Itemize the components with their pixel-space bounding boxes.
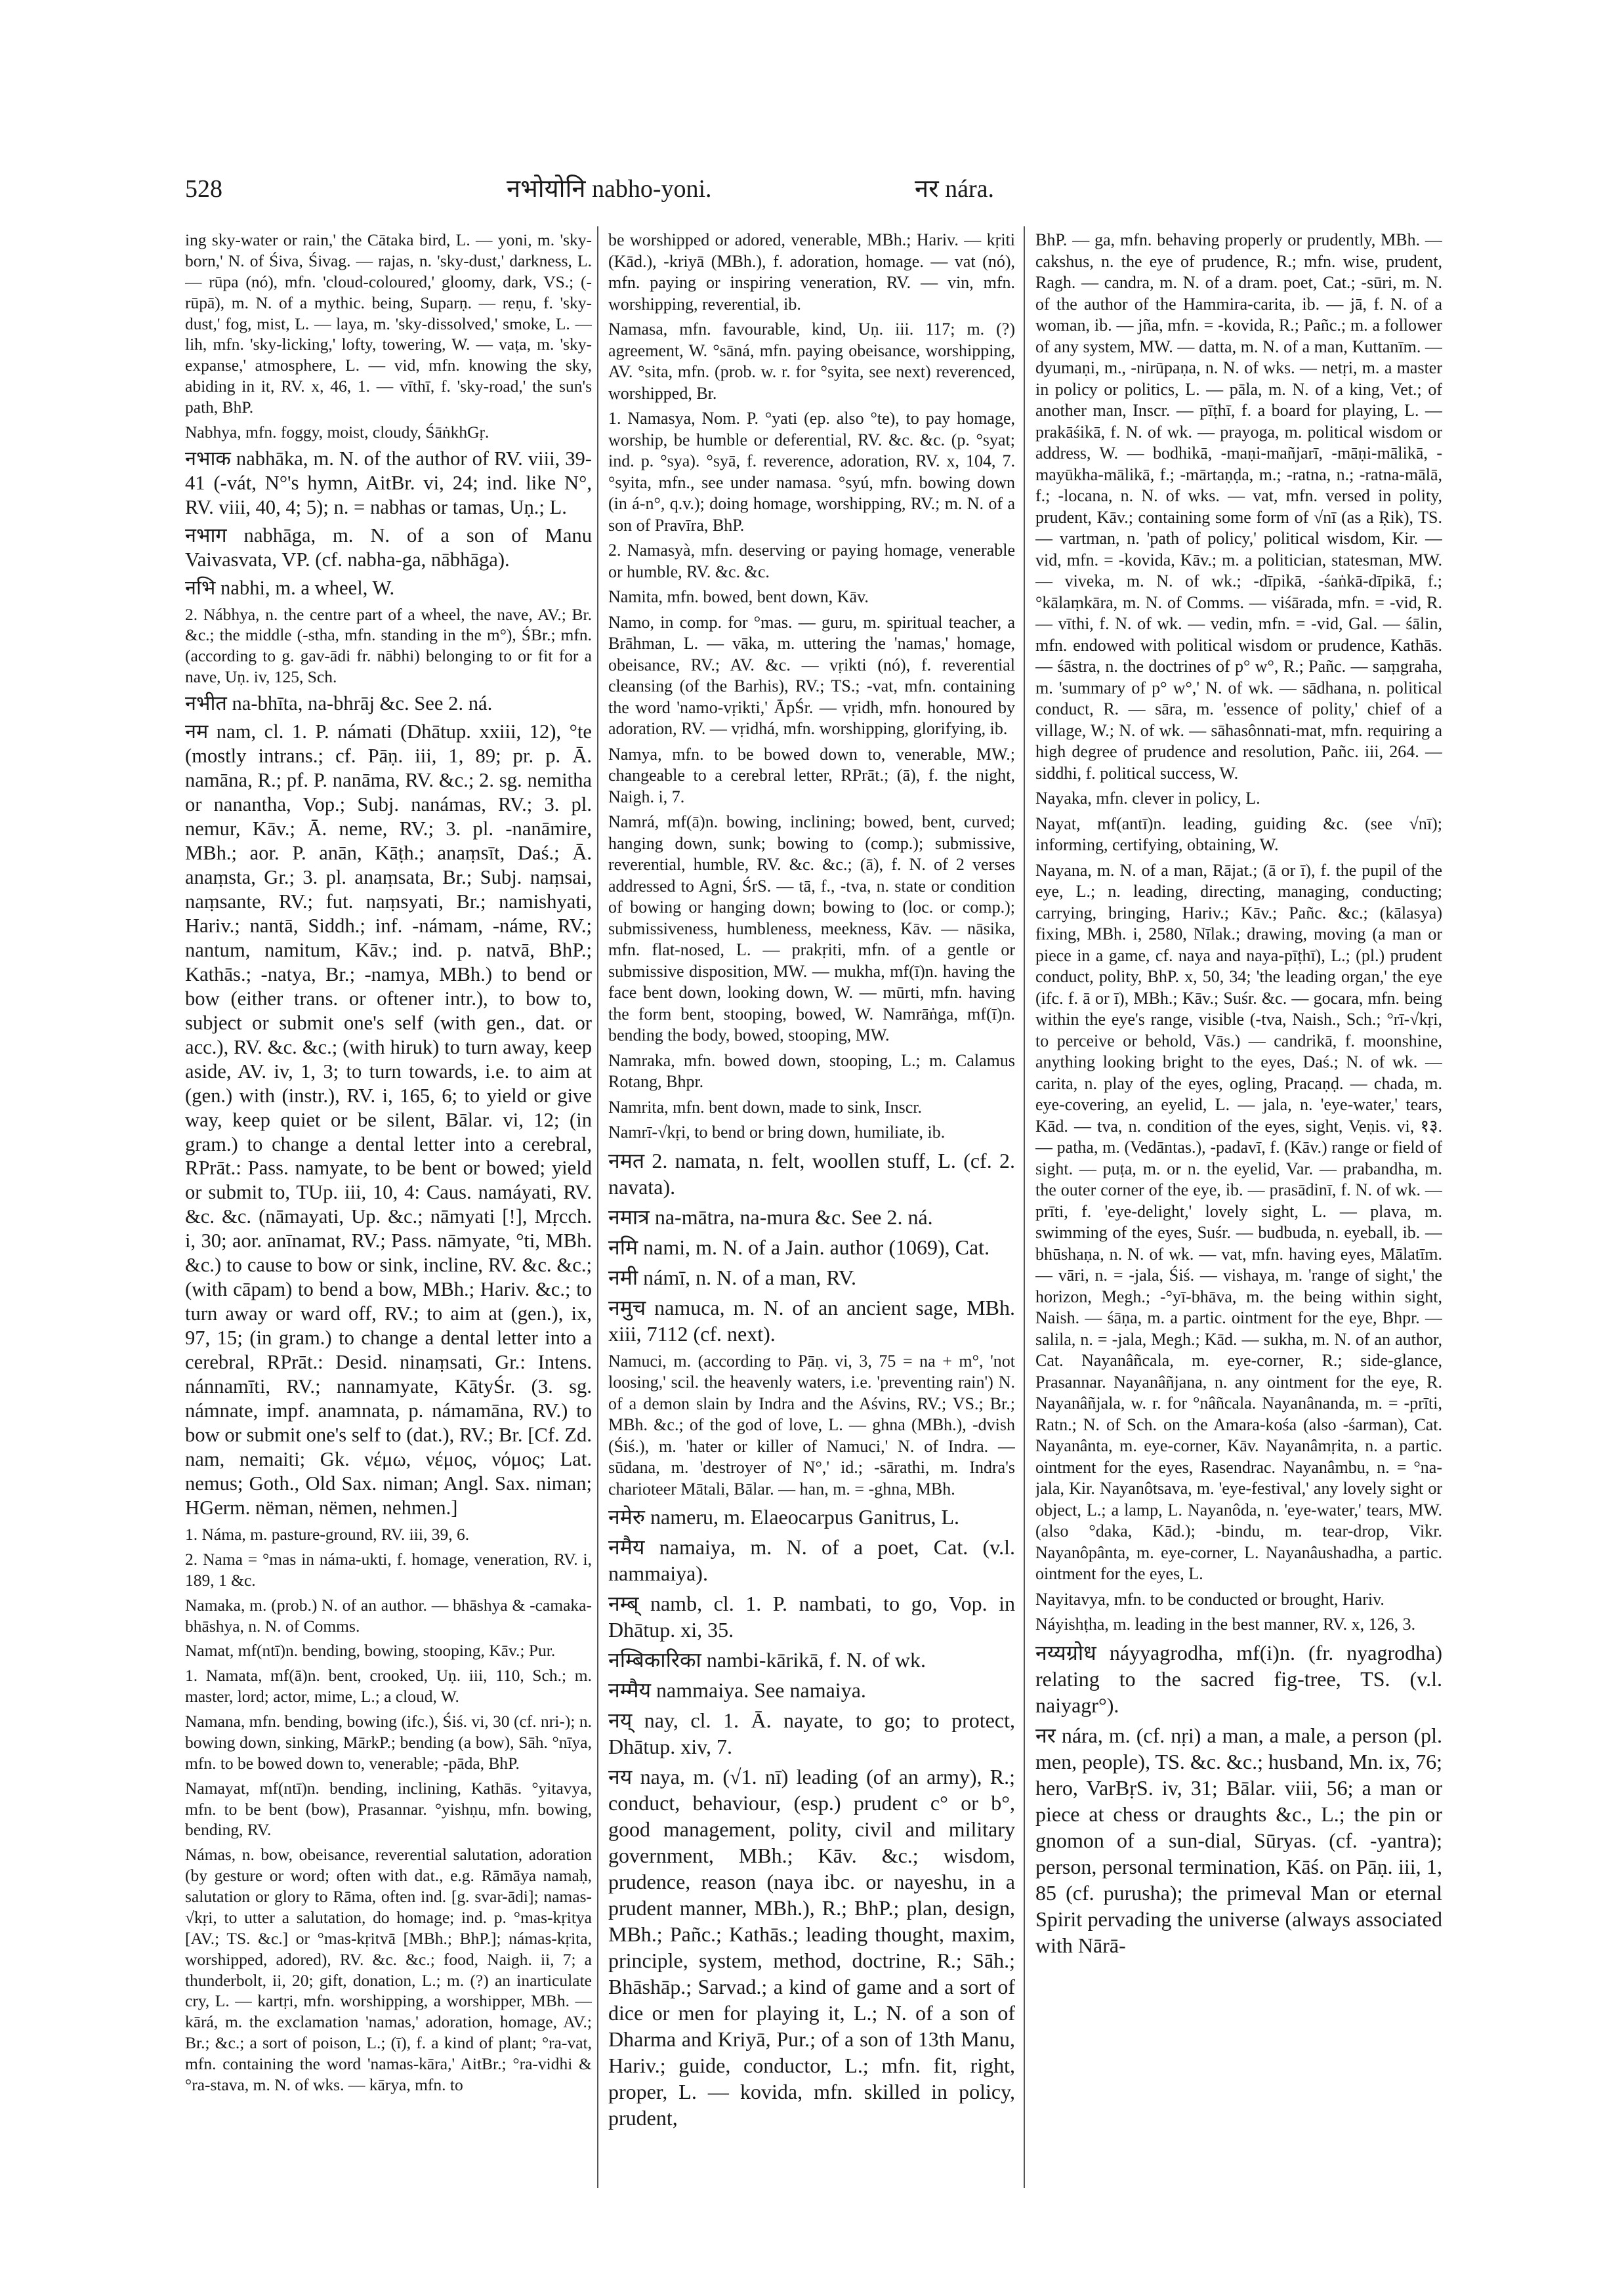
sub-entry: Námas, n. bow, obeisance, reverential salutation, adoration (by gesture or word; often with dat., e.g. Rāmāya namaḥ, salutation or glory to Rāma, often ind. [g. svar-ādi]; namas-√kṛi, to utter a salutation, do homage; ind. p. °mas-kṛitya [AV.; TS. &c.] or °mas-kṛitvā [MBh.; BhP.]; námas-kṛita, worshipped, adored), RV. &c. &c.; food, Naigh. ii, 7; a thunderbolt, ii, 20; gift, donation, L.; m. (?) an inarticulate cry, L. — kartṛi, mfn. worshipping, a worshipper, MBh. — kārá, m. the exclamation 'namas,' adoration, homage, AV.; Br.; &c.; a sort of poison, L.; (ī), f. a kind of plant; °ra-vat, mfn. containing the word 'namas-kāra,' AitBr.; °ra-vidhi & °ra-stava, m. N. of wks. — kārya, mfn. to — [185, 1845, 592, 2094]
headword-entry: नय् nay, cl. 1. Ā. nayate, to go; to protect, Dhātup. xiv, 7. — [608, 1708, 1015, 1758]
sub-entry: Náyishṭha, m. leading in the best manner, RV. x, 126, 3. — [1035, 1615, 1416, 1634]
headword-entry: नर nára, m. (cf. nṛi) a man, a male, a person (pl. men, people), TS. &c. &c.; husband, Mn. ix, 76; hero, VarBṛS. iv, 31; Bālar. viii, 56; a man or piece at chess or draughts &c., L.; the pin or gnomon of a sun-dial, Sūryas. (cf. -yantra); person, personal termination, Kāś. on Pāṇ. iii, 1, 85 (cf. purusha); the primeval Man or eternal Spirit pervading the universe (always associated with Nārā- — [1035, 1723, 1442, 1957]
sub-entry: Namasa, mfn. favourable, kind, Uṇ. iii. 117; m. (?) agreement, W. °sāná, mfn. paying obeisance, worshipping, AV. °sita, mfn. (prob. w. r. for °syita, see next) reverenced, worshipped, Br. — [608, 320, 1015, 403]
headword-entry: नम्मैय nammaiya. See namaiya. — [608, 1678, 866, 1702]
sub-entry: Namraka, mfn. bowed down, stooping, L.; m. Calamus Rotang, Bhpr. — [608, 1050, 1015, 1091]
sub-entry: Nayitavya, mfn. to be conducted or brought, Hariv. — [1035, 1589, 1385, 1609]
sub-entry: Namita, mfn. bowed, bent down, Kāv. — [608, 587, 869, 606]
headword-entry: नमत 2. namata, n. felt, woollen stuff, L. (cf. 2. navata). — [608, 1148, 1015, 1199]
sub-entry: Nayana, m. N. of a man, Rājat.; (ā or ī), f. the pupil of the eye, L.; n. leading, directing, managing, conducting; carrying, bringing, Hariv.; Kāv.; Pañc. &c.; (kālasya) fixing, MBh. i, 2580, Nīlak.; drawing, moving (a man or piece in a game, cf. naya and naya-pīṭhī), L.; (pl.) prudent conduct, polity, BhP. x, 50, 34; 'the leading organ,' the eye (ifc. f. ā or ī), MBh.; Kāv.; Suśr. &c. — gocara, mfn. being within the eye's range, visible (-tva, Naish., Sch.; °rī-√kṛi, to perceive or behold, Vās.) — candrikā, f. moonshine, anything looking bright to the eyes, Daś.; N. of wk. — carita, n. play of the eyes, ogling, Pracaṇḍ. — chada, m. eye-covering, an eyelid, L. — jala, n. 'eye-water,' tears, Kād. — tva, n. condition of the eyes, sight, Veṇis. vi, १३. — patha, m. (Vedāntas.), -padavī, f. (Kāv.) range or field of sight. — puṭa, m. or n. the eyelid, Var. — prabandha, m. the outer corner of the eye, ib. — prasādinī, f. N. of wk. — prīti, f. 'eye-delight,' lovely sight, L. — plava, m. swimming of the eyes, Suśr. — budbuda, n. eyeball, ib. — bhūshaṇa, n. N. of wk. — vat, mfn. having eyes, Mālatīm. — vāri, n. = -jala, Śiś. — vishaya, m. 'range of sight,' the horizon, Megh.; -°yī-bhāva, m. the being within sight, Naish. — śāṇa, m. a partic. ointment for the eye, Bhpr. — salila, n. = -jala, Megh.; Kād. — sukha, m. N. of an author, Cat. Nayanâñcala, m. eye-corner, R.; side-glance, Prasannar. Nayanâñjana, n. any ointment for the eye, R. Nayanâñjala, w. r. for °nâñcala. Nayanânanda, m. = -prīti, Ratn.; N. of Sch. on the Amara-kośa (also -śarman), Cat. Nayanânta, m. eye-corner, Kāv. Nayanâmṛita, n. a partic. ointment for the eyes, Rasendrac. Nayanâmbu, n. = °na-jala, Kir. Nayanôtsava, m. 'eye-festival,' any lovely sight or object, L.; a lamp, L. Nayanôda, n. 'eye-water,' tears, MW. (also °daka, Kād.); -bindu, m. tear-drop, Vikr. Nayanôpânta, m. eye-corner, L. Nayanâushadha, a partic. ointment for the eyes, L. — [1035, 860, 1442, 1583]
sub-entry: Namuci, m. (according to Pāṇ. vi, 3, 75 = na + m°, 'not loosing,' scil. the heavenly waters, i.e. 'preventing rain') N. of a demon slain by Indra and the Aśvins, RV.; VS.; Br.; MBh. &c.; of the god of love, L. — ghna (MBh.), -dvish (Śiś.), m. 'hater or killer of Namuci,' N. of Indra. — sūdana, m. 'destroyer of N°,' id.; -sārathi, m. Indra's charioteer Mātali, Bālar. — han, m. = -ghna, MBh. — [608, 1351, 1015, 1499]
page-number: 528 — [185, 175, 222, 203]
column-divider — [1024, 226, 1025, 2188]
column-1 — [185, 230, 592, 2185]
headword-entry: नमैय namaiya, m. N. of a poet, Cat. (v.l. nammaiya). — [608, 1535, 1015, 1585]
sub-entry: Namrá, mf(ā)n. bowing, inclining; bowed, bent, curved; hanging down, sunk; bowing to (comp.); submissive, reverential, humble, RV. &c. &c.; (ā), f. N. of 2 verses addressed to Agni, ŚrS. — tā, f., -tva, n. state or condition of bowing or hanging down; bowing to (loc. or comp.); submissiveness, humbleness, meekness, Kāv. — nāsika, mfn. flat-nosed, L. — prakṛiti, mfn. of a gentle or submissive disposition, MW. — mukha, mf(ī)n. having the face bent down, looking down, W. — mūrti, mfn. having the form bent, stooping, bowed, W. Namrāṅga, mf(ī)n. bending the body, bowed, stooping, MW. — [608, 812, 1015, 1044]
headword-entry: नमी námī, n. N. of a man, RV. — [608, 1265, 856, 1289]
sub-entry: Namaka, m. (prob.) N. of an author. — bhāshya & -camaka-bhāshya, n. N. of Comms. — [185, 1595, 592, 1636]
sub-entry: 1. Namasya, Nom. P. °yati (ep. also °te), to pay homage, worship, be humble or deferential, RV. &c. &c. (p. °syat; ind. p. °sya). °syā, f. reverence, adoration, RV. x, 104, 7. °syita, mfn., see under namasa. °syú, mfn. bowing down (in á-n°, q.v.); doing homage, worshipping, RV.; m. N. of a son of Pravīra, BhP. — [608, 409, 1015, 535]
sub-entry: 2. Namasyà, mfn. deserving or paying homage, venerable or humble, RV. &c. &c. — [608, 541, 1015, 581]
entry-continuation: ing sky-water or rain,' the Cātaka bird, L. — yoni, m. 'sky-born,' N. of Śiva, Śivag. — rajas, n. 'sky-dust,' darkness, L. — rūpa (nó), mfn. 'cloud-coloured,' gloomy, dark, VS.; (-rūpā), m. N. of a mythic. being, Suparṇ. — reṇu, f. 'sky-dust,' fog, mist, L. — laya, m. 'sky-dissolved,' smoke, L. — lih, mfn. 'sky-licking,' lofty, towering, W. — vaṭa, m. 'sky-expanse,' atmosphere, L. — vid, mfn. knowing the sky, abiding in it, RV. x, 46, 1. — vīthī, f. 'sky-road,' the sun's path, BhP. — [185, 230, 592, 417]
headword-entry: नभाक nabhāka, m. N. of the author of RV. viii, 39-41 (-vát, N°'s hymn, AitBr. vi, 24; ind. like N°, RV. viii, 40, 4; 5); n. = nabhas or tamas, Uṇ.; L. — [185, 447, 592, 518]
sub-entry: Nayat, mf(antī)n. leading, guiding &c. (see √nī); informing, certifying, obtaining, W. — [1035, 814, 1442, 854]
page-header — [185, 169, 1445, 209]
headword-entry: नम nam, cl. 1. P. námati (Dhātup. xxiii, 12), °te (mostly intrans.; cf. Pāṇ. iii, 1, 89; pr. p. Ā. namāna, R.; pf. P. nanāma, RV. &c.; 2. sg. nemitha or nanantha, Vop.; Subj. nanámas, RV.; 3. pl. nemur, Kāv.; Ā. neme, RV.; 3. pl. -nanāmire, MBh.; aor. P. anān, Kāṭh.; anaṃsīt, Daś.; Ā. anaṃsta, Gr.; 3. pl. anaṃsata, Br.; Subj. naṃsai, naṃsante, RV.; fut. naṃsyati, Br.; namishyati, Hariv.; nantā, Siddh.; inf. -námam, -náme, RV.; nantum, namitum, Kāv.; ind. p. natvā, BhP.; Kathās.; -natya, Br.; -namya, MBh.) to bend or bow (either trans. or oftener intr.), to bow to, subject or submit one's self (with gen., dat. or acc.), RV. &c. &c.; (with hiruk) to turn away, keep aside, AV. iv, 1, 3; to turn towards, i.e. to aim at (gen.) with (instr.), RV. i, 165, 6; to yield or give way, keep quiet or be silent, Bālar. vi, 12; (in gram.) to change a dental letter into a cerebral, RPrāt.: Pass. namyate, to be bent or bowed; yield or submit to, TUp. iii, 10, 4: Caus. namáyati, RV. &c. &c. (nāmayati, Up. &c.; nāmyati [!], Mṛcch. i, 30; aor. anīnamat, RV.; Pass. nāmyate, °ti, MBh. &c.) to cause to bow or sink, incline, RV. &c. &c.; (with cāpam) to bend a bow, MBh.; Hariv. &c.; to turn away or ward off, RV.; to aim at (gen.), ix, 97, 15; (in gram.) to change a dental letter into a cerebral, RPrāt.: Desid. ninaṃsati, Gr.: Intens. nánnamīti, RV.; nannamyate, KātyŚr. (3. sg. námnate, impf. anamnata, p. námamāna, RV.) to bow or submit one's self to (dat.), RV.; Br. [Cf. Zd. nam, nemaiti; Gk. νέμω, νέμος, νόμος; Lat. nemus; Goth., Old Sax. niman; Angl. Sax. niman; HGerm. nëman, nëmen, nehmen.] — [185, 720, 592, 1520]
column-divider — [597, 226, 598, 2188]
sub-entry: 2. Nama = °mas in náma-ukti, f. homage, veneration, RV. i, 189, 1 &c. — [185, 1549, 592, 1590]
sub-entry: Namat, mf(ntī)n. bending, bowing, stooping, Kāv.; Pur. — [185, 1641, 556, 1661]
sub-entry: 1. Namata, mf(ā)n. bent, crooked, Uṇ. iii, 110, Sch.; m. master, lord; actor, mime, L.; a cloud, W. — [185, 1666, 592, 1706]
entry-continuation: BhP. — ga, mfn. behaving properly or prudently, MBh. — cakshus, n. the eye of prudence, R.; mfn. wise, prudent, Ragh. — candra, m. N. of a dram. poet, Cat.; -sūri, m. N. of the author of the Hammira-carita, ib. — jā, f. N. of a woman, ib. — jña, mfn. = -kovida, R.; Pañc.; m. a follower of any system, MW. — datta, m. N. of a man, Kuttanīm. — dyumaṇi, m., -nirūpaṇa, n. N. of wks. — netṛi, m. a master in policy or politics, L. — pāla, m. N. of a king, Vet.; of another man, Inscr. — pīṭhī, f. a board for playing, L. — prakāśikā, f. N. of wk. — prayoga, m. political wisdom or address, W. — bodhikā, -maṇi-mañjarī, -māṇi-mālikā, -mayūkha-mālikā, f.; -mārtaṇḍa, m.; -ratna, n.; -ratna-mālā, f.; -locana, n. N. of wks. — vat, mfn. versed in polity, prudent, Kāv.; containing some form of √nī (as a Ṛik), TS. — vartman, n. 'path of policy,' political wisdom, Kir. — vid, mfn. = -kovida, Kāv.; m. a politician, statesman, MW. — viveka, m. N. of wk.; -dīpikā, -śaṅkā-dīpikā, f.; °kālaṃkāra, m. N. of Comms. — viśārada, mfn. = -vid, R. — vīthi, f. N. of wk. — vedin, mfn. = -vid, Gal. — śālin, mfn. endowed with political wisdom or prudence, Kathās. — śāstra, n. the doctrines of p° w°, R.; Pañc. — saṃgraha, m. 'summary of p° w°,' N. of wk. — sādhana, n. political conduct, R. — sāra, m. 'essence of polity,' chief of a village, W.; N. of wk. — sāhasônnati-mat, mfn. requiring a high degree of prudence and resolution, Pañc. iii, 264. — siddhi, f. political success, W. — [1035, 230, 1442, 783]
sub-entry: Namrita, mfn. bent down, made to sink, Inscr. — [608, 1097, 923, 1117]
headword-entry: नय्यग्रोध náyyagrodha, mf(i)n. (fr. nyagrodha) relating to the sacred fig-tree, TS. (v.l. naiyagr°). — [1035, 1640, 1442, 1717]
headword-entry: नमात्र na-mātra, na-mura &c. See 2. ná. — [608, 1205, 933, 1229]
left-guide-word: नभोयोनि nabho-yoni. — [507, 175, 712, 203]
headword-entry: नम्ब् namb, cl. 1. P. nambati, to go, Vop. in Dhātup. xi, 35. — [608, 1592, 1015, 1642]
sub-entry: Namrī-√kṛi, to bend or bring down, humiliate, ib. — [608, 1123, 946, 1142]
sub-entry: 2. Nábhya, n. the centre part of a wheel, the nave, AV.; Br. &c.; the middle (-stha, mfn. standing in the m°), ŚBr.; mfn. (according to g. gav-ādi fr. nābhi) belonging to or fit for a nave, Uṇ. iv, 125, Sch. — [185, 604, 592, 687]
sub-entry: Namya, mfn. to be bowed down to, venerable, MW.; changeable to a cerebral letter, RPrāt.; (ā), f. the night, Naigh. i, 7. — [608, 744, 1015, 806]
right-guide-word: नर nára. — [915, 175, 995, 203]
sub-entry: Namo, in comp. for °mas. — guru, m. spiritual teacher, a Brāhman, L. — vāka, m. uttering the 'namas,' homage, obeisance, RV.; AV. &c. — vṛikti (nó), f. reverential cleansing (of the Barhis), RV.; TS.; -vat, mfn. containing the word 'namo-vṛikti,' ĀpŚr. — vṛidh, mfn. honoured by adoration, RV. — vṛidhá, mfn. worshipping, glorifying, ib. — [608, 612, 1015, 738]
headword-entry: नभीत na-bhīta, na-bhrāj &c. See 2. ná. — [185, 692, 493, 715]
headword-entry: नमुच namuca, m. N. of an ancient sage, MBh. xiii, 7112 (cf. next). — [608, 1295, 1015, 1346]
sub-entry: Namayat, mf(ntī)n. bending, inclining, Kathās. °yitavya, mfn. to be bent (bow), Prasannar. °yishṇu, mfn. bowing, bending, RV. — [185, 1778, 592, 1840]
sub-entry: Namana, mfn. bending, bowing (ifc.), Śiś. vi, 30 (cf. nri-); n. bowing down, sinking, MārkP.; bending (a bow), Sāh. °nīya, mfn. to be bowed down to, venerable; -pāda, BhP. — [185, 1712, 592, 1773]
headword-entry: नभि nabhi, m. a wheel, W. — [185, 576, 395, 599]
headword-entry: नमि nami, m. N. of a Jain. author (1069), Cat. — [608, 1235, 990, 1259]
entry-continuation: be worshipped or adored, venerable, MBh.; Hariv. — kṛiti (Kād.), -kriyā (MBh.), f. adoration, homage. — vat (nó), mfn. paying or inspiring veneration, RV. — vin, mfn. worshipping, reverential, ib. — [608, 230, 1015, 314]
headword-entry: नम्बिकारिका nambi-kārikā, f. N. of wk. — [608, 1648, 926, 1672]
headword-entry: नमेरु nameru, m. Elaeocarpus Ganitrus, L. — [608, 1505, 959, 1529]
sub-entry: Nayaka, mfn. clever in policy, L. — [1035, 789, 1260, 808]
headword-entry: नय naya, m. (√1. nī) leading (of an army), R.; conduct, behaviour, (esp.) prudent c° or b°, good management, polity, civil and military government, MBh.; Kāv. &c.; wisdom, prudence, reason (naya ibc. or nayeshu, in a prudent manner, MBh.), R.; BhP.; plan, design, MBh.; Pañc.; Kathās.; leading thought, maxim, principle, system, method, doctrine, R.; Sāh.; Bhāshāp.; Sarvad.; a kind of game and a sort of dice or men for playing it, L.; N. of a son of Dharma and Kriyā, Pur.; of a son of 13th Manu, Hariv.; guide, conductor, L.; mfn. fit, right, proper, L. — kovida, mfn. skilled in policy, prudent, — [608, 1765, 1015, 2130]
sub-entry: 1. Náma, m. pasture-ground, RV. iii, 39, 6. — [185, 1525, 470, 1544]
column-3 — [1035, 230, 1442, 2185]
sub-entry: Nabhya, mfn. foggy, moist, cloudy, ŚāṅkhGṛ. — [185, 422, 489, 442]
column-2 — [608, 230, 1015, 2185]
headword-entry: नभाग nabhāga, m. N. of a son of Manu Vaivasvata, VP. (cf. nabha-ga, nābhāga). — [185, 524, 592, 571]
